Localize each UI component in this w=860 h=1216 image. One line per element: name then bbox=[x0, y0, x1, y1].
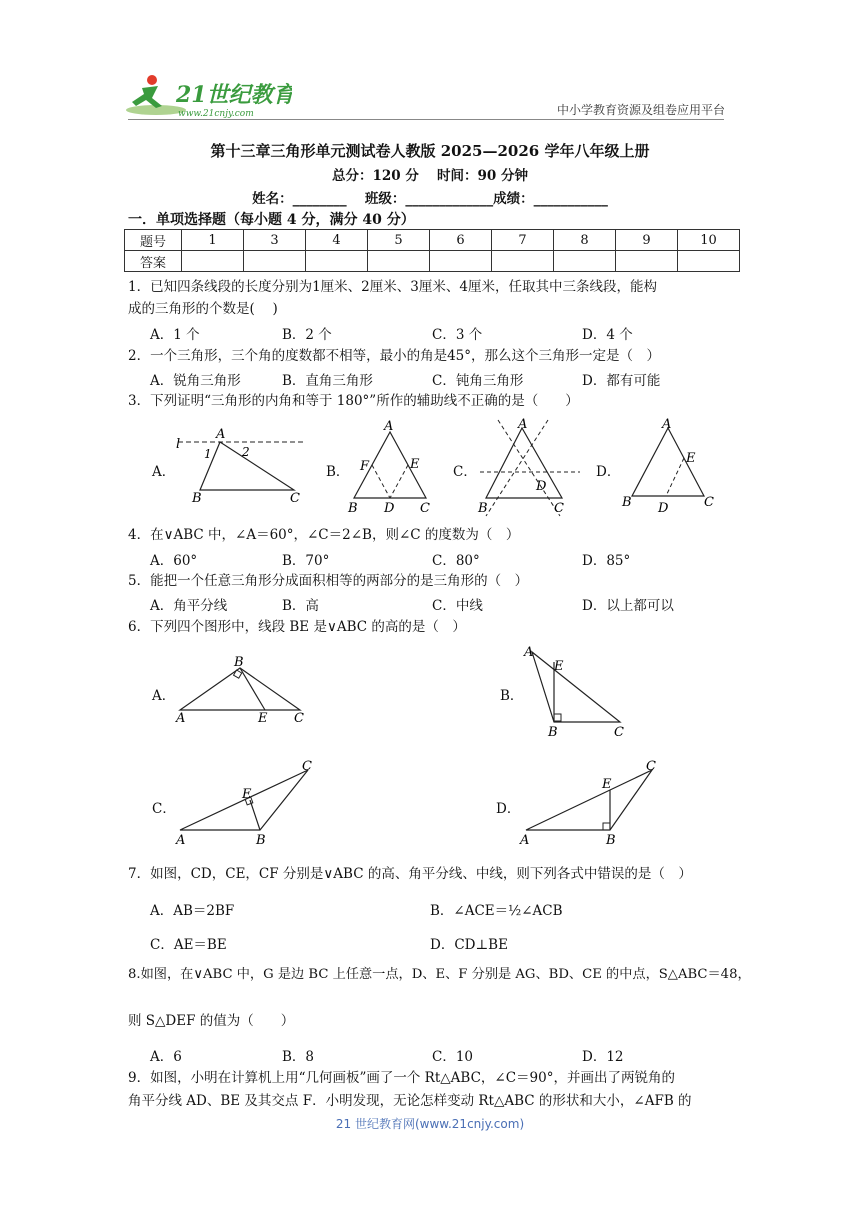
page-title: 第十三章三角形单元测试卷人教版 2025—2026 学年八年级上册 bbox=[210, 142, 650, 160]
svg-text:l: l bbox=[176, 437, 181, 452]
q1-option-d[interactable]: D．4 个 bbox=[582, 327, 633, 343]
logo-text: 21世纪教育 bbox=[176, 82, 292, 108]
svg-text:B: B bbox=[348, 501, 358, 516]
table-cell: 1 bbox=[182, 230, 244, 251]
answer-cell[interactable] bbox=[492, 251, 554, 272]
q3-figure-d bbox=[618, 418, 718, 518]
answer-cell[interactable] bbox=[368, 251, 430, 272]
svg-text:E: E bbox=[242, 787, 252, 802]
q8-option-c[interactable]: C．10 bbox=[432, 1049, 474, 1065]
q2-option-c[interactable]: C．钝角三角形 bbox=[432, 373, 524, 389]
q3-option-b[interactable]: B． bbox=[326, 464, 350, 480]
table-cell: 4 bbox=[306, 230, 368, 251]
answer-cell[interactable] bbox=[306, 251, 368, 272]
svg-text:A: A bbox=[384, 419, 394, 434]
q3-figure-c bbox=[474, 414, 584, 520]
table-cell: 3 bbox=[244, 230, 306, 251]
q6-figure-b bbox=[520, 644, 630, 740]
q7-option-d[interactable]: D．CD⊥BE bbox=[430, 937, 508, 953]
svg-text:C: C bbox=[290, 491, 300, 506]
table-cell: 8 bbox=[554, 230, 616, 251]
svg-text:A: A bbox=[520, 833, 530, 848]
q4-option-d[interactable]: D．85° bbox=[582, 553, 631, 569]
answer-cell[interactable] bbox=[678, 251, 740, 272]
answer-table bbox=[124, 229, 740, 272]
svg-text:D: D bbox=[536, 479, 547, 494]
svg-text:A: A bbox=[216, 427, 226, 442]
answer-cell[interactable] bbox=[616, 251, 678, 272]
question-1-text: 1．已知四条线段的长度分别为1厘米、2厘米、3厘米、4厘米，任取其中三条线段，能构 bbox=[128, 279, 657, 295]
q7-option-c[interactable]: C．AE＝BE bbox=[150, 937, 227, 953]
q4-option-c[interactable]: C．80° bbox=[432, 553, 480, 569]
svg-text:1: 1 bbox=[204, 447, 212, 461]
platform-name: 中小学教育资源及组卷应用平台 bbox=[556, 103, 725, 117]
table-cell: 7 bbox=[492, 230, 554, 251]
q2-option-b[interactable]: B．直角三角形 bbox=[282, 373, 373, 389]
q5-option-c[interactable]: C．中线 bbox=[432, 598, 483, 614]
svg-text:D: D bbox=[384, 501, 395, 516]
q3-option-c[interactable]: C． bbox=[453, 464, 477, 480]
question-4-text: 4．在∨ABC 中，∠A＝60°，∠C＝2∠B，则∠C 的度数为（ ） bbox=[128, 527, 520, 543]
q1-option-c[interactable]: C．3 个 bbox=[432, 327, 483, 343]
q7-option-b[interactable]: B．∠ACE＝½∠ACB bbox=[430, 903, 563, 919]
q4-option-b[interactable]: B．70° bbox=[282, 553, 330, 569]
table-cell: 6 bbox=[430, 230, 492, 251]
q6-option-c[interactable]: C． bbox=[152, 801, 176, 817]
q7-option-a[interactable]: A．AB＝2BF bbox=[150, 903, 235, 919]
svg-text:2: 2 bbox=[242, 445, 250, 459]
svg-text:B: B bbox=[192, 491, 202, 506]
svg-text:C: C bbox=[704, 495, 714, 510]
question-8-text: 8.如图，在∨ABC 中，G 是边 BC 上任意一点，D、E、F 分别是 AG、BD、CE 的中点，S△ABC＝48， bbox=[128, 967, 751, 982]
question-1-text-cont: 成的三角形的个数是( ) bbox=[128, 301, 278, 317]
svg-text:C: C bbox=[302, 759, 312, 774]
q2-option-a[interactable]: A．锐角三角形 bbox=[150, 373, 241, 389]
svg-text:A: A bbox=[662, 418, 672, 432]
svg-text:A: A bbox=[518, 417, 528, 432]
svg-text:B: B bbox=[256, 833, 266, 848]
logo-url: www.21cnjy.com bbox=[178, 109, 254, 119]
table-row bbox=[125, 230, 740, 251]
logo bbox=[122, 72, 292, 120]
answer-cell[interactable] bbox=[244, 251, 306, 272]
svg-text:E: E bbox=[554, 659, 564, 674]
svg-text:B: B bbox=[234, 655, 244, 670]
question-7-text: 7．如图，CD，CE，CF 分别是∨ABC 的高、角平分线、中线，则下列各式中错误的是（ ） bbox=[128, 866, 692, 882]
row-label: 答案 bbox=[125, 251, 182, 272]
exam-meta: 总分：120 分 时间：90 分钟 bbox=[331, 168, 529, 184]
svg-text:F: F bbox=[360, 459, 370, 474]
question-3-text: 3．下列证明“三角形的内角和等于 180°”所作的辅助线不正确的是（ ） bbox=[128, 393, 579, 409]
table-cell: 9 bbox=[616, 230, 678, 251]
q1-option-b[interactable]: B．2 个 bbox=[282, 327, 332, 343]
svg-text:E: E bbox=[410, 457, 420, 472]
svg-text:B: B bbox=[622, 495, 632, 510]
svg-text:E: E bbox=[602, 777, 612, 792]
q6-figure-a bbox=[170, 652, 320, 728]
q3-option-d[interactable]: D． bbox=[596, 464, 621, 480]
svg-text:D: D bbox=[658, 501, 669, 516]
q3-option-a[interactable]: A． bbox=[152, 464, 176, 480]
question-2-text: 2．一个三角形，三个角的度数都不相等，最小的角是45°，那么这个三角形一定是（ ） bbox=[128, 348, 661, 364]
question-9-text-cont: 角平分线 AD、BE 及其交点 F．小明发现，无论怎样变动 Rt△ABC 的形状和大小，∠AFB 的 bbox=[128, 1093, 692, 1109]
q5-option-b[interactable]: B．高 bbox=[282, 598, 319, 614]
q6-option-d[interactable]: D． bbox=[496, 801, 521, 817]
table-cell: 5 bbox=[368, 230, 430, 251]
svg-text:C: C bbox=[420, 501, 430, 516]
q8-option-d[interactable]: D．12 bbox=[582, 1049, 624, 1065]
q8-option-b[interactable]: B．8 bbox=[282, 1049, 315, 1065]
svg-text:C: C bbox=[646, 759, 656, 774]
question-9-text: 9．如图，小明在计算机上用“几何画板”画了一个 Rt△ABC，∠C＝90°，并画出了两锐角的 bbox=[128, 1070, 675, 1086]
svg-text:C: C bbox=[614, 725, 624, 740]
q6-option-a[interactable]: A． bbox=[152, 688, 176, 704]
q1-option-a[interactable]: A．1 个 bbox=[150, 327, 200, 343]
svg-text:B: B bbox=[478, 501, 488, 516]
q5-option-d[interactable]: D．以上都可以 bbox=[582, 598, 674, 614]
q8-option-a[interactable]: A．6 bbox=[150, 1049, 182, 1065]
svg-text:C: C bbox=[554, 501, 564, 516]
table-row bbox=[125, 251, 740, 272]
student-info: 姓名：________ 班级：_____________成绩：___________ bbox=[252, 191, 608, 207]
row-label: 题号 bbox=[125, 230, 182, 251]
q6-option-b[interactable]: B． bbox=[500, 688, 524, 704]
q5-option-a[interactable]: A．角平分线 bbox=[150, 598, 228, 614]
answer-cell[interactable] bbox=[554, 251, 616, 272]
svg-text:A: A bbox=[176, 833, 186, 848]
svg-text:B: B bbox=[548, 725, 558, 740]
q3-figure-b bbox=[344, 418, 444, 518]
svg-text:B: B bbox=[606, 833, 616, 848]
svg-text:A: A bbox=[176, 711, 186, 726]
q2-option-d[interactable]: D．都有可能 bbox=[582, 373, 661, 389]
header-divider bbox=[128, 119, 724, 120]
answer-cell[interactable] bbox=[182, 251, 244, 272]
question-6-text: 6．下列四个图形中，线段 BE 是∨ABC 的高的是（ ） bbox=[128, 619, 466, 635]
section-heading: 一．单项选择题（每小题 4 分，满分 40 分） bbox=[128, 212, 415, 228]
q4-option-a[interactable]: A．60° bbox=[150, 553, 198, 569]
svg-text:C: C bbox=[294, 711, 304, 726]
question-5-text: 5．能把一个任意三角形分成面积相等的两部分的是三角形的（ ） bbox=[128, 573, 529, 589]
footer: 21 世纪教育网(www.21cnjy.com) bbox=[335, 1117, 525, 1131]
svg-text:E: E bbox=[258, 711, 268, 726]
answer-cell[interactable] bbox=[430, 251, 492, 272]
q6-figure-d bbox=[516, 758, 666, 850]
question-8-text-cont: 则 S△DEF 的值为（ ） bbox=[128, 1013, 295, 1029]
q3-figure-a bbox=[170, 418, 310, 510]
svg-text:E: E bbox=[686, 451, 696, 466]
table-cell: 10 bbox=[678, 230, 740, 251]
svg-text:A: A bbox=[524, 645, 534, 660]
q6-figure-c bbox=[172, 758, 322, 850]
